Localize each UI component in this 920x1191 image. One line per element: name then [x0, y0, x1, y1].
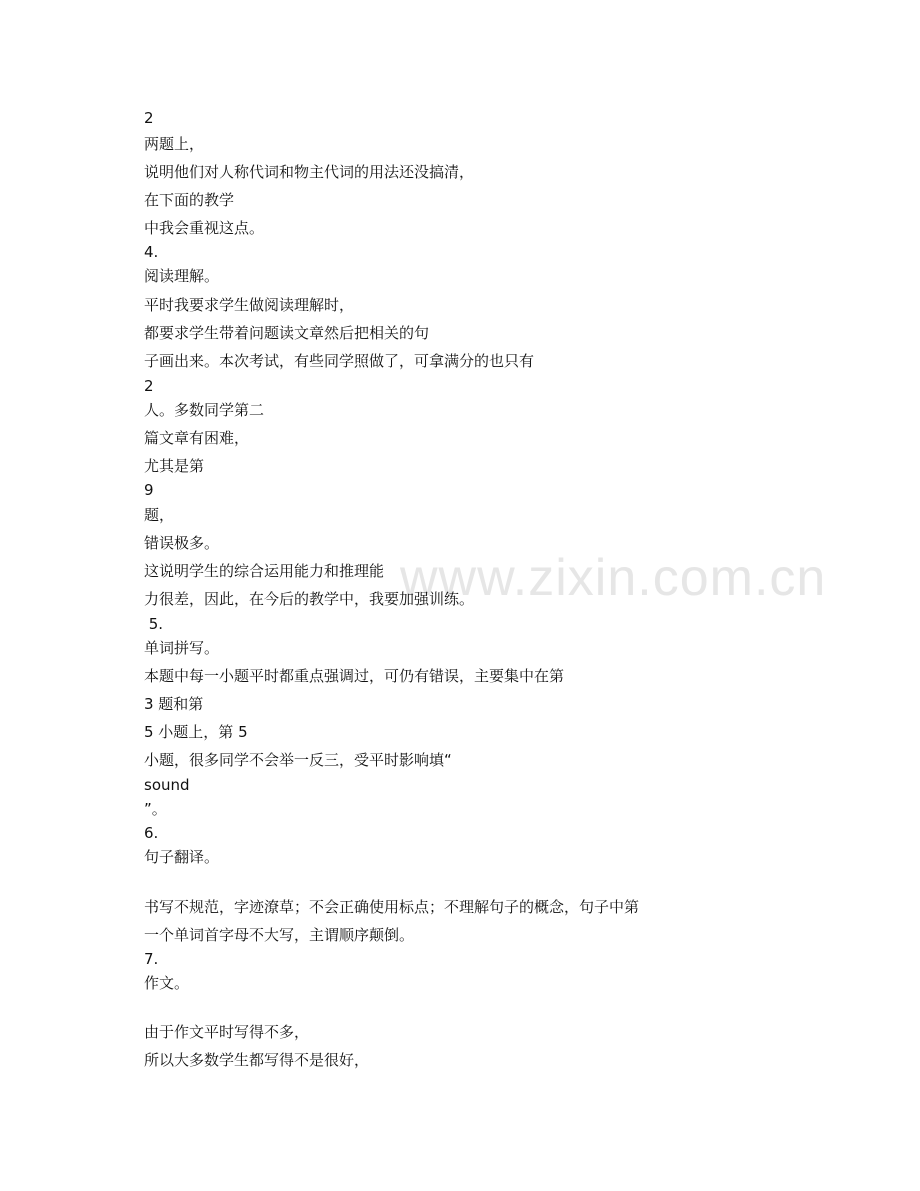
text-line: 篇文章有困难， — [144, 429, 250, 447]
text-line: 由于作文平时写得不多， — [144, 1023, 310, 1041]
text-line: 小题，很多同学不会举一反三，受平时影响填“ — [144, 751, 452, 769]
text-line: 5. — [144, 615, 164, 633]
text-line: 9 — [144, 481, 154, 499]
text-line: 两题上， — [144, 135, 205, 153]
text-line: 3 题和第 — [144, 695, 204, 713]
watermark: www.zixin.com.cn — [400, 549, 827, 607]
text-line: 所以大多数学生都写得不是很好， — [144, 1051, 370, 1069]
text-line: 在下面的教学 — [144, 191, 235, 209]
text-line: 都要求学生带着问题读文章然后把相关的句 — [144, 324, 430, 342]
text-line: 平时我要求学生做阅读理解时， — [144, 296, 355, 314]
text-line: 尤其是第 — [144, 457, 205, 475]
text-line: 句子翻译。 — [144, 848, 220, 866]
text-line: 6. — [144, 824, 159, 842]
text-line: 力很差，因此，在今后的教学中，我要加强训练。 — [144, 590, 475, 608]
text-line: ”。 — [144, 800, 167, 818]
text-line: 书写不规范，字迹潦草；不会正确使用标点；不理解句子的概念，句子中第 — [144, 898, 640, 916]
text-line: 子画出来。本次考试，有些同学照做了，可拿满分的也只有 — [144, 352, 535, 370]
text-line: 本题中每一小题平时都重点强调过，可仍有错误，主要集中在第 — [144, 667, 565, 685]
text-line: 错误极多。 — [144, 534, 220, 552]
text-line: 人。多数同学第二 — [144, 401, 265, 419]
text-line: 一个单词首字母不大写，主谓顺序颠倒。 — [144, 926, 415, 944]
text-line: 题， — [144, 506, 175, 524]
text-line: 7. — [144, 950, 159, 968]
text-line: sound — [144, 776, 190, 794]
text-line: 2 — [144, 377, 154, 395]
text-line: 单词拼写。 — [144, 639, 220, 657]
text-line: 阅读理解。 — [144, 267, 220, 285]
text-line: 这说明学生的综合运用能力和推理能 — [144, 562, 385, 580]
text-line: 2 — [144, 109, 154, 127]
text-line: 说明他们对人称代词和物主代词的用法还没搞清， — [144, 163, 475, 181]
text-line: 作文。 — [144, 974, 190, 992]
text-line: 中我会重视这点。 — [144, 219, 265, 237]
text-line: 4. — [144, 243, 159, 261]
text-line: 5 小题上，第 5 — [144, 723, 248, 741]
